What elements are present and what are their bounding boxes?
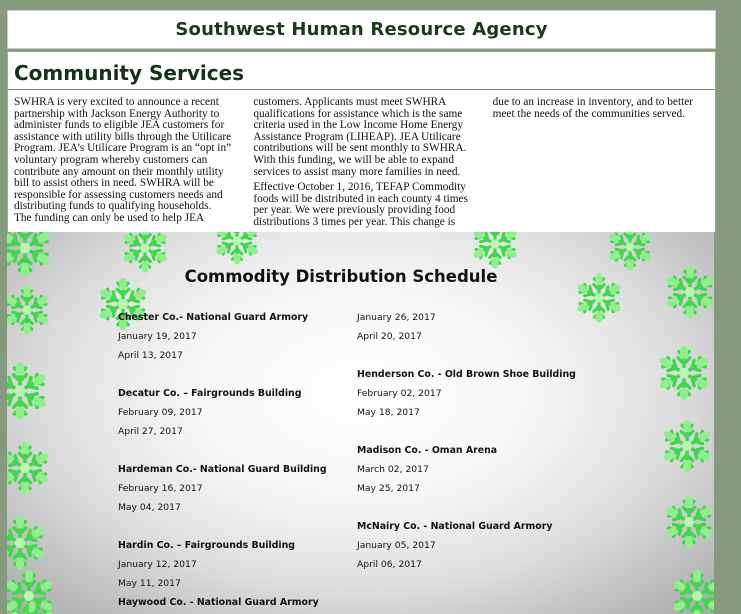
distribution-date: May 25, 2017: [357, 483, 420, 494]
distribution-date: April 27, 2017: [118, 426, 183, 437]
article-body: [14, 97, 710, 229]
distribution-date: January 05, 2017: [357, 540, 436, 551]
distribution-date: March 02, 2017: [357, 464, 429, 475]
distribution-date: January 19, 2017: [118, 331, 197, 342]
divider: [8, 89, 715, 90]
distribution-date: May 04, 2017: [118, 502, 181, 513]
location-name: Hardeman Co.- National Guard Building: [118, 464, 327, 475]
snowflake-icon: [7, 284, 53, 336]
snowflake-icon: [212, 232, 262, 266]
location-name: Decatur Co. – Fairgrounds Building: [118, 388, 302, 399]
location-name: Madison Co. - Oman Arena: [357, 445, 498, 456]
location-name: McNairy Co. - National Guard Armory: [357, 521, 553, 532]
article-paragraph: Effective October 1, 2016, TEFAP Commodity foods will be distributed in each county 4 times per year. We were previously providing food distributions 3 times per year. This change is due to an increase in inventory, and to better meet the needs of the communities served.: [253, 96, 693, 228]
snowflake-icon: [655, 344, 713, 402]
article-paragraph: SWHRA is very excited to announce a recent partnership with Jackson Energy Authority to administer funds to eligible JEA customers for assistance with utility bills through the Utilicare Program. JEA’s Utilicare Program is an “opt in” voluntary program whereby customers can contribute any amount on their monthly utility bill to assist others in need. SWHRA will be responsible for assessing customers needs and distributing funds to qualifying households. The funding can only be used to help JEA customers. Applicants must meet SWHRA qualifications for assistance which is the same criteria used in the Low Income Home Energy Assistance Program (LIHEAP). JEA Utilicare contributions will be sent monthly to SWHRA. With this funding, we will be able to expand services to assist many more families in need.: [14, 96, 467, 224]
distribution-date: May 18, 2017: [357, 407, 420, 418]
distribution-schedule: [7, 232, 714, 614]
distribution-date: January 12, 2017: [118, 559, 197, 570]
snowflake-icon: [669, 568, 714, 614]
distribution-date: April 20, 2017: [357, 331, 422, 342]
snowflake-icon: [7, 440, 53, 496]
snowflake-icon: [605, 232, 655, 272]
snowflake-icon: [7, 514, 49, 572]
location-name: Hardin Co. – Fairgrounds Building: [118, 540, 296, 551]
snowflake-icon: [469, 232, 521, 270]
distribution-date: January 26, 2017: [357, 312, 436, 323]
distribution-date: April 06, 2017: [357, 559, 422, 570]
snowflake-icon: [659, 418, 714, 474]
page-title: Southwest Human Resource Agency: [175, 19, 548, 40]
schedule-left-column: [118, 309, 353, 613]
community-services-section: [7, 51, 716, 233]
distribution-date: February 02, 2017: [357, 388, 442, 399]
snowflake-icon: [7, 360, 51, 422]
distribution-date: May 11, 2017: [118, 578, 181, 589]
snowflake-icon: [661, 494, 714, 550]
location-name: Haywood Co. - National Guard Armory: [118, 597, 319, 608]
snowflake-icon: [7, 600, 57, 614]
schedule-right-column: [357, 309, 607, 575]
location-name: Henderson Co. - Old Brown Shoe Building: [357, 369, 576, 380]
distribution-date: April 13, 2017: [118, 350, 183, 361]
schedule-title: Commodity Distribution Schedule: [184, 267, 498, 286]
page-header: [7, 10, 716, 49]
location-name: Chester Co.- National Guard Armory: [118, 312, 309, 323]
distribution-date: February 16, 2017: [118, 483, 203, 494]
distribution-date: February 09, 2017: [118, 407, 203, 418]
section-title: Community Services: [14, 61, 245, 85]
